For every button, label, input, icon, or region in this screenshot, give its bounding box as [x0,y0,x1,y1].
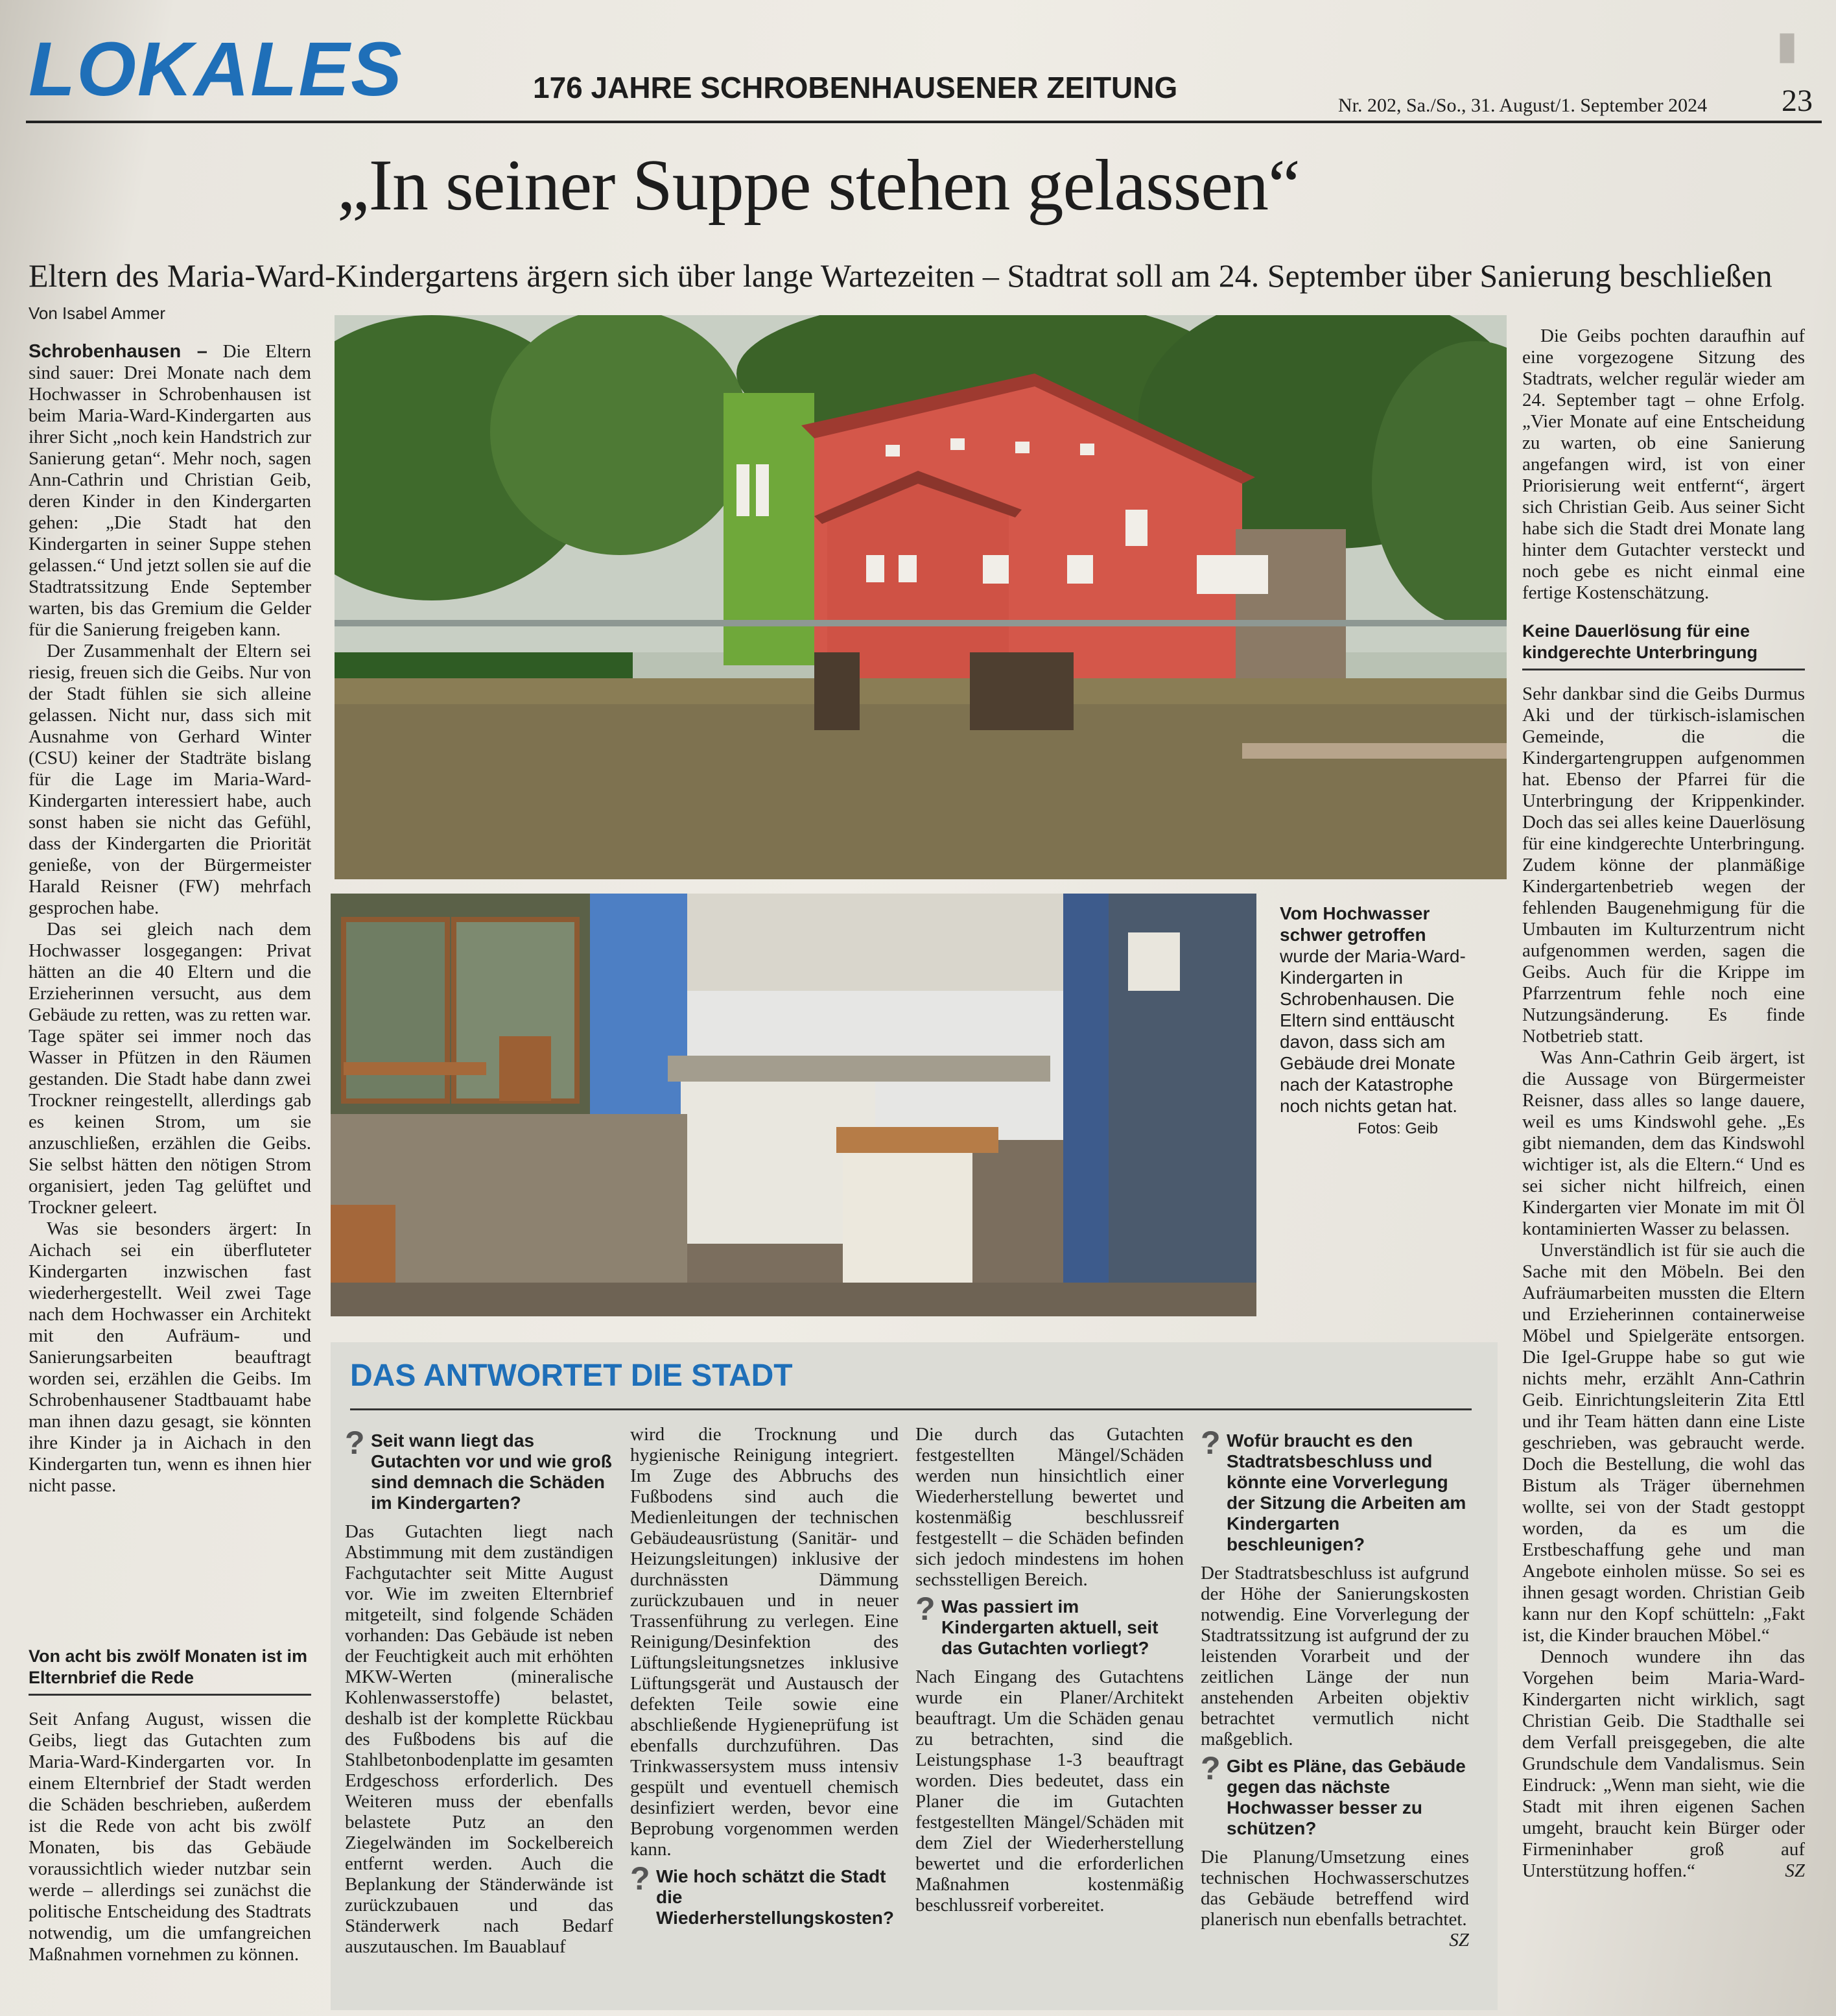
right-column [1522,326,1805,1998]
answer-text: Die Planung/Umsetzung eines technischen Hochwasserschutzes das Gebäude betreffend wird planerisch nun ebenfalls betrachtet. [1201,1847,1469,1930]
question-mark-icon: ? [630,1860,650,1897]
question-mark-icon: ? [345,1425,365,1461]
page-number: 23 [1782,84,1813,118]
photo-caption [1280,903,1474,1139]
paragraph-text: Dennoch wundere ihn das Vorgehen beim Maria-Ward-Kindergarten nicht wirklich, sagt Christian Geib. Die Stadthalle sei dem Verfall preisgegeben, die alte Grundschule dem Vandalismus. Sein Eindruck: „Wenn man sieht, wie die Stadt mit ihren eigenen Sachen umgeht, braucht kein Bürger oder Firmeninhaber groß auf Unterstützung hoffen.“ [1522,1646,1805,1881]
question-mark-icon: ? [1201,1425,1221,1461]
flooded-building-photo [335,315,1507,879]
answer: Der Stadtratsbeschluss ist aufgrund der Höhe der Sanierungskosten notwendig. Eine Vorverlegung der Stadtratssitzung ist aufgrund der zu leistenden Vorarbeit und der zeitlichen Länge der nun anstehenden Arbeiten objektiv betrachtet vermutlich nicht maßgeblich. [1201,1563,1469,1749]
answer: Die durch das Gutachten festgestellten Mängel/Schäden werden nun hinsichtlich einer Wiederherstellung bewertet und kostenmäßig beschlussreif festgestellt – die Schäden befinden sich jedoch mindestens im hohen sechsstelligen Bereich. [915,1424,1184,1590]
qa-box-rule [350,1408,1472,1410]
question [1201,1425,1469,1555]
photo-credit: Fotos: Geib [1358,1120,1439,1137]
question-text: Wofür braucht es den Stadtratsbeschluss und könnte eine Vorverlegung der Sitzung die Arbeiten am Kindergarten beschleunigen? [1227,1430,1466,1554]
question-mark-icon: ? [1201,1750,1221,1786]
left-column-lower [29,1629,311,2005]
lead-paragraph [29,341,311,641]
question [345,1425,613,1513]
left-column [29,341,311,1625]
headline: „In seiner Suppe stehen gelassen“ [337,145,1300,226]
adjacent-page-edge: ▮ [1776,23,1798,67]
paragraph: Was Ann-Cathrin Geib ärgert, ist die Aussage von Bürgermeister Reisner, dass alles so lange dauere, weil es ums Kindswohl gehe. „Es gibt niemanden, dem das Kindswohl wichtiger ist, als die Eltern.“ Und es sei sicher nicht hilfreich, einen Kindergarten vier Monate im mit Öl kontaminierten Wasser zu belassen. [1522,1047,1805,1239]
paragraph: Seit Anfang August, wissen die Geibs, liegt das Gutachten zum Maria-Ward-Kindergarten vor. In einem Elternbrief der Stadt werden die Schäden beschrieben, außerdem ist die Rede von acht bis zwölf Monaten, bis das Gebäude voraussichtlich wieder nutzbar sein werde – allerdings sei zunächst die politische Entscheidung des Stadtrats notwendig, um die umfangreichen Maßnahmen vornehmen zu können. [29,1709,311,1965]
question [630,1860,899,1928]
question-text: Gibt es Pläne, das Gebäude gegen das nächste Hochwasser besser zu schützen? [1227,1756,1466,1838]
paragraph: Sehr dankbar sind die Geibs Durmus Aki und der türkisch-islamischen Gemeinde, die die Kindergartengruppen aufgenommen hat. Ebenso der Pfarrei für die Unterbringung der Krippenkinder. Doch das sei alles keine Dauerlösung für eine kindgerechte Unterbringung. Zudem könne der planmäßige Kindergartenbetrieb wegen der fehlenden Baugenehmigung für die Umbauten im Kulturzentrum nicht aufgenommen werden, sagen die Geibs. Auch für die Krippe im Pfarrzentrum fehle noch eine Nutzungsänderung. Es finde Notbetrieb statt. [1522,683,1805,1047]
caption-title: Vom Hochwasser schwer getroffen [1280,903,1430,945]
caption-text: wurde der Maria-Ward-Kindergarten in Schrobenhausen. Die Eltern sind enttäuscht davon, dass sich am Gebäude drei Monate nach der Katastrophe noch nichts getan hat. [1280,946,1466,1116]
paragraph: Unverständlich ist für sie auch die Sache mit den Möbeln. Bei den Aufräumarbeiten mussten die Eltern und Erzieherinnen containerweise Möbel und Spielgeräte entsorgen. Die Igel-Gruppe habe so gut wie nichts mehr, erzählt Ann-Cathrin Geib. Einrichtungsleiterin Zita Ettl und ihr Team hätten dann eine Liste geschrieben, was gebraucht werde. Doch die Bestellung, die wohl das Bistum als Träger übernehmen wollte, sei von der Stadt gestoppt worden, da es um die Erstbeschaffung gehe und man Angebote einholen müsse. So sei es ihnen gesagt worden. Christian Geib kann nur den Kopf schütteln: „Fakt ist, die Kinder brauchen Möbel.“ [1522,1240,1805,1646]
qa-column-2 [630,1424,899,1995]
section-title: LOKALES [29,27,403,112]
subheadline: Eltern des Maria-Ward-Kindergartens ärgern sich über lange Wartezeiten – Stadtrat soll am 24. September über Sanierung beschließen [29,257,1772,294]
qa-column-3 [915,1424,1184,1995]
question-mark-icon: ? [915,1591,936,1627]
question-text: Wie hoch schätzt die Stadt die Wiederherstellungskosten? [656,1866,894,1928]
qa-column-4 [1201,1424,1469,1995]
masthead-rule [26,121,1822,123]
left-subheading: Von acht bis zwölf Monaten ist im Elternbrief die Rede [29,1646,311,1696]
answer: Das Gutachten liegt nach Abstimmung mit dem zuständigen Fachgutachter seit Mitte August vor. Wie im zweiten Elternbrief mitgeteilt, sind folgende Schäden vorhanden: Das Gebäude ist neben der Feuchtigkeit auch mit erhöhten MKW-Werten (mineralische Kohlenwasserstoffe) belastet, deshalb ist der komplette Rückbau des Fußbodens bis auf die Stahlbetonbodenplatte im gesamten Erdgeschoss erforderlich. Des Weiteren muss der ebenfalls belastete Putz an den Ziegelwänden im Sockelbereich entfernt werden. Auch die Beplankung der Ständerwände ist zurückzubauen und das Ständerwerk nach Bedarf auszutauschen. Im Bauablauf [345,1521,613,1957]
paragraph: Die Geibs pochten daraufhin auf eine vorgezogene Sitzung des Stadtrats, welcher regulär wieder am 24. September tagt – ohne Erfolg. „Vier Monate auf eine Entscheidung zu warten, ob eine Sanierung angefangen wird, ist von einer Priorisierung weit entfernt“, ärgert sich Christian Geib. Aus seiner Sicht habe sich die Stadt drei Monate lang hinter dem Gutachter versteckt und noch gebe es nicht einmal eine fertige Kostenschätzung. [1522,326,1805,603]
qa-column-1 [345,1424,613,1995]
question [915,1591,1184,1659]
byline: Von Isabel Ammer [29,303,165,323]
question-text: Seit wann liegt das Gutachten vor und wie groß sind demnach die Schäden im Kindergarten? [371,1430,612,1513]
qa-signature: SZ [1449,1930,1469,1951]
issue-info: Nr. 202, Sa./So., 31. August/1. September 2024 [1338,95,1708,116]
paragraph: Das sei gleich nach dem Hochwasser losgegangen: Privat hätten an die 40 Eltern und die Erzieherinnen versucht, aus dem Gebäude zu retten, was zu retten war. Tage später sei immer noch das Wasser in Pfützen in den Räumen gestanden. Die Stadt habe dann zwei Trockner reingestellt, allerdings gab es keinen Strom, um sie anzuschließen, erzählen die Geibs. Sie selbst hätten den nötigen Strom organisiert, jeden Tag gelüftet und Trockner geleert. [29,919,311,1218]
right-subheading: Keine Dauerlösung für eine kindgerechte Unterbringung [1522,621,1805,670]
question [1201,1750,1469,1839]
author-signature: SZ [1785,1860,1805,1881]
answer: wird die Trocknung und hygienische Reinigung integriert. Im Zuge des Abbruchs des Fußbodens sind auch die Medienleitungen der technischen Gebäudeausrüstung (Sanitär- und Heizungsleitungen) inklusive der durchnässten Dämmung zurückzubauen und in neuer Trassenführung zu verlegen. Eine Reinigung/Desinfektion des Lüftungsleitungsnetzes inklusive Lüftungsgerät und Austausch der defekten Teile sowie eine abschließende Hygieneprüfung ist ebenfalls durchzuführen. Das Trinkwassersystem muss intensiv gespült und eventuell chemisch desinfiziert werden, bevor eine Beprobung vorgenommen werden kann. [630,1424,899,1860]
damaged-interior-photo [331,894,1256,1316]
question-text: Was passiert im Kindergarten aktuell, seit das Gutachten vorliegt? [941,1596,1159,1658]
paragraph-text: Die Eltern sind sauer: Drei Monate nach dem Hochwasser in Schrobenhausen ist beim Maria-Ward-Kindergarten aus ihrer Sicht „noch kein Handstrich zur Sanierung getan“. Mehr noch, sagen Ann-Cathrin und Christian Geib, deren Kinder in den Kindergarten gehen: „Die Stadt hat den Kindergarten in seiner Suppe stehen gelassen.“ Und jetzt sollen sie auf die Stadtratssitzung Ende September warten, bis das Gremium die Gelder für die Sanierung freigeben kann. [29,341,311,640]
answer [1201,1847,1469,1951]
paragraph: Der Zusammenhalt der Eltern sei riesig, freuen sich die Geibs. Nur von der Stadt fühlen sie sich alleine gelassen. Nicht nur, dass sich mit Ausnahme von Gerhard Winter (CSU) keiner der Stadträte bislang für die Lage im Maria-Ward-Kindergarten interessiert habe, auch sonst haben sie nicht das Gefühl, dass der Kindergarten die Priorität genieße, von der Bürgermeister Harald Reisner (FW) mehrfach gesprochen habe. [29,641,311,918]
paragraph [1522,1646,1805,1882]
answer: Nach Eingang des Gutachtens wurde ein Planer/Architekt beauftragt. Um die Schäden genau zu betrachten, sind die Leistungsphase 1-3 beauftragt worden. Dies bedeutet, dass ein Planer die im Gutachten festgestellten Mängel/Schäden mit dem Ziel der Wiederherstellung bewertet und die erforderlichen Maßnahmen kostenmäßig beschlussreif vorbereitet. [915,1666,1184,1915]
paragraph: Was sie besonders ärgert: In Aichach sei ein überfluteter Kindergarten inzwischen fast wiederhergestellt. Weil zwei Tage nach dem Hochwasser ein Architekt mit den Aufräum- und Sanierungsarbeiten beauftragt worden sei, erzählen die Geibs. Im Schrobenhausener Stadtbauamt habe man ihnen dazu gesagt, sie könnten ihre Kinder ja in Aichach in den Kindergarten tun, wenn es ihnen hier nicht passe. [29,1218,311,1496]
dateline: Schrobenhausen – [29,341,207,362]
qa-box-title: DAS ANTWORTET DIE STADT [350,1358,793,1393]
newspaper-name: 176 JAHRE SCHROBENHAUSENER ZEITUNG [533,71,1178,104]
